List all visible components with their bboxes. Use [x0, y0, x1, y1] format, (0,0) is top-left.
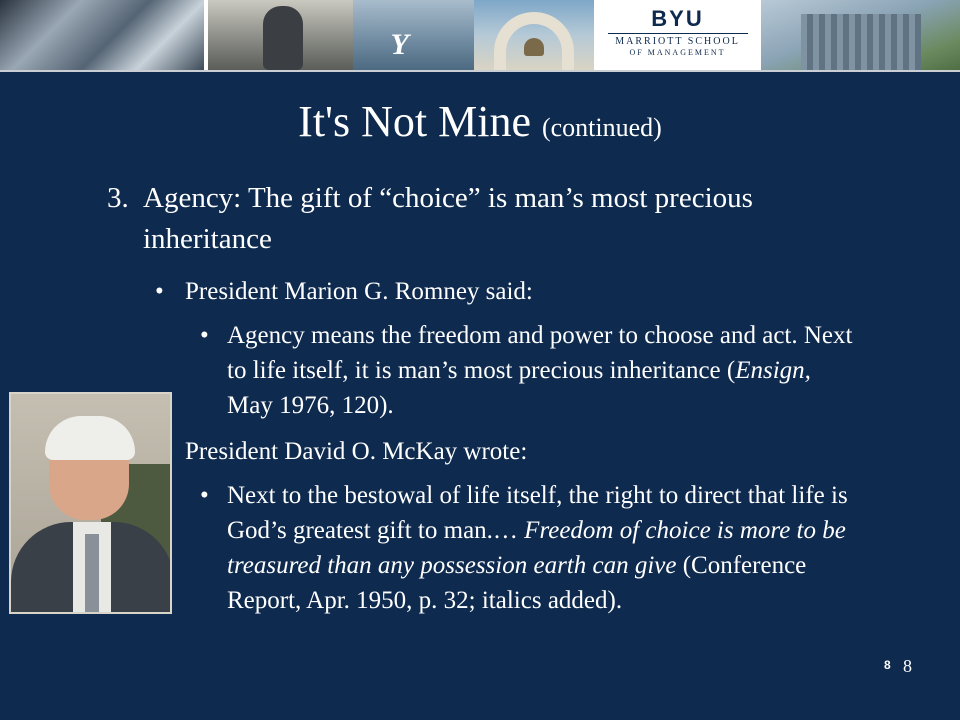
bullet-icon: • [200, 482, 209, 509]
y-mountain-icon: Y [390, 28, 409, 61]
quote-before: Agency means the freedom and power to choose and act. Next to life itself, it is man’s most precious inheritance ( [227, 322, 853, 384]
speaker-romney [155, 274, 875, 309]
page-number-small: 8 [884, 658, 891, 672]
quote-after: (Conference Report, Apr. 1950, p. 32; italics added). [227, 552, 807, 614]
main-point-text: Agency: The gift of “choice” is man’s most precious inheritance [143, 182, 753, 255]
main-point-number: 3. [107, 182, 129, 214]
quote-before: Next to the bestowal of life itself, the right to direct that life is God’s greatest gift to man.… [227, 482, 848, 544]
quote-after: May 1976, 120). [227, 392, 394, 419]
quote-romney [200, 318, 860, 423]
quote-text [200, 478, 860, 618]
portrait-tie [85, 534, 99, 614]
logo-line2: OF MANAGEMENT [629, 48, 726, 57]
speaker-text: President Marion G. Romney said: [185, 278, 533, 305]
speaker-mckay [155, 434, 875, 469]
quote-italic: Freedom of choice is more to be treasured than any possession earth can give [227, 517, 846, 579]
page-number: 8 [903, 656, 912, 676]
bullet-icon: • [155, 278, 164, 305]
logo-line1: MARRIOTT SCHOOL [615, 36, 740, 47]
logo-name: BYU [651, 6, 704, 31]
main-point [107, 178, 867, 260]
slide-title-suffix: (continued) [541, 113, 662, 142]
portrait-icon [9, 392, 172, 614]
quote-mckay [200, 478, 860, 618]
quote-italic: Ensign, [735, 357, 811, 384]
slide-title-main: It's Not Mine [298, 97, 531, 146]
bullet-icon: • [200, 322, 209, 349]
speaker-text: President David O. McKay wrote: [185, 438, 528, 465]
quote-text [200, 318, 860, 423]
